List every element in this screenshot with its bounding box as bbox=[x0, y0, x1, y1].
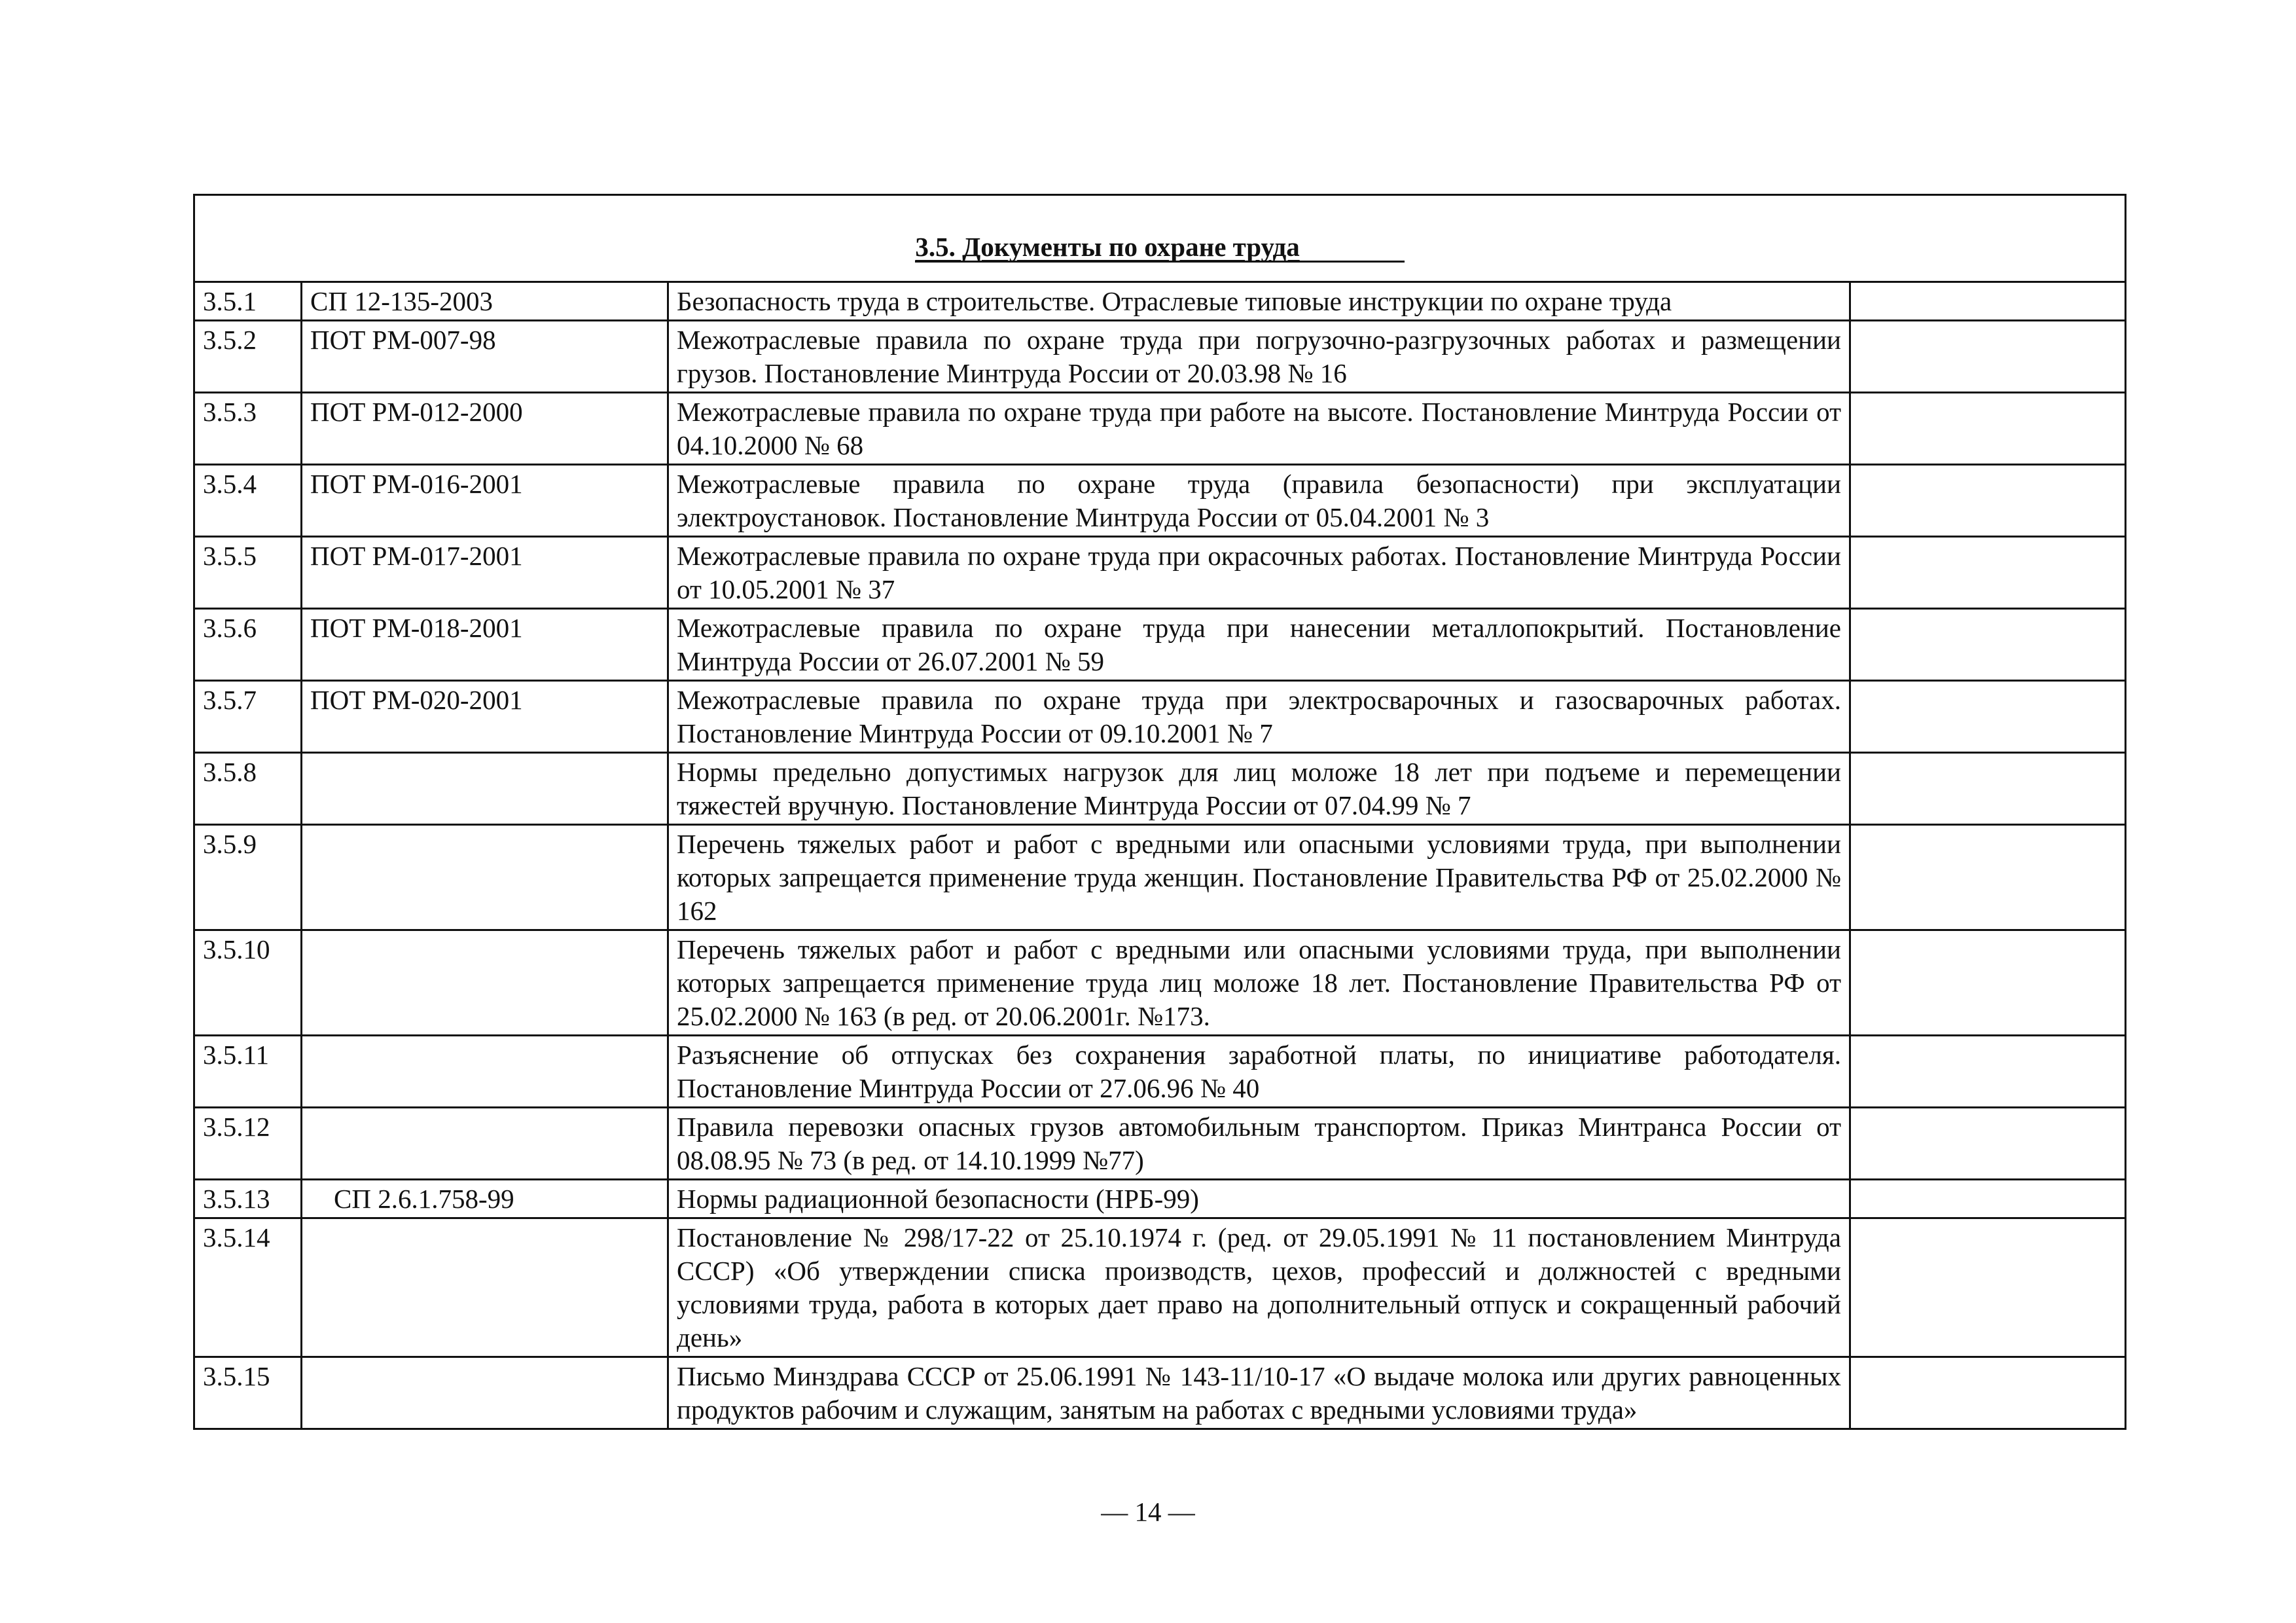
row-number: 3.5.7 bbox=[194, 681, 302, 753]
row-number: 3.5.12 bbox=[194, 1108, 302, 1180]
document-code bbox=[302, 1357, 668, 1429]
table-row bbox=[194, 681, 2126, 753]
document-code: ПОТ РМ-017-2001 bbox=[302, 537, 668, 609]
document-title: Нормы радиационной безопасности (НРБ-99) bbox=[668, 1180, 1850, 1218]
document-code: ПОТ РМ-007-98 bbox=[302, 321, 668, 393]
note-cell bbox=[1850, 465, 2126, 537]
table-row bbox=[194, 1357, 2126, 1429]
document-title: Нормы предельно допустимых нагрузок для лиц моложе 18 лет при подъеме и перемещении тяжестей вручную. Постановление Минтруда России от 07.04.99 № 7 bbox=[668, 753, 1850, 825]
document-title: Перечень тяжелых работ и работ с вредными или опасными условиями труда, при выполнении которых запрещается применение труда лиц моложе 18 лет. Постановление Правительства РФ от 25.02.2000 № 163 (в ред. от 20.06.2001г. №173. bbox=[668, 930, 1850, 1036]
document-title: Письмо Минздрава СССР от 25.06.1991 № 143-11/10-17 «О выдаче молока или других равноценных продуктов рабочим и служащим, занятым на работах с вредными условиями труда» bbox=[668, 1357, 1850, 1429]
document-title: Безопасность труда в строительстве. Отраслевые типовые инструкции по охране труда bbox=[668, 282, 1850, 321]
table-row bbox=[194, 1108, 2126, 1180]
note-cell bbox=[1850, 1357, 2126, 1429]
section-header-cell bbox=[194, 195, 2126, 282]
row-number: 3.5.5 bbox=[194, 537, 302, 609]
document-title: Межотраслевые правила по охране труда при погрузочно-разгрузочных работах и размещении грузов. Постановление Минтруда России от 20.03.98 № 16 bbox=[668, 321, 1850, 393]
table-row bbox=[194, 930, 2126, 1036]
note-cell bbox=[1850, 753, 2126, 825]
row-number: 3.5.15 bbox=[194, 1357, 302, 1429]
document-code: СП 2.6.1.758-99 bbox=[302, 1180, 668, 1218]
table-row bbox=[194, 282, 2126, 321]
document-code: ПОТ РМ-012-2000 bbox=[302, 393, 668, 465]
document-title: Межотраслевые правила по охране труда (правила безопасности) при эксплуатации электроустановок. Постановление Минтруда России от 05.04.2001 № 3 bbox=[668, 465, 1850, 537]
note-cell bbox=[1850, 282, 2126, 321]
document-code bbox=[302, 1036, 668, 1108]
table-row bbox=[194, 609, 2126, 681]
documents-table bbox=[193, 194, 2126, 1430]
row-number: 3.5.6 bbox=[194, 609, 302, 681]
table-row bbox=[194, 393, 2126, 465]
table-row bbox=[194, 537, 2126, 609]
row-number: 3.5.11 bbox=[194, 1036, 302, 1108]
document-code: ПОТ РМ-018-2001 bbox=[302, 609, 668, 681]
table-row bbox=[194, 1036, 2126, 1108]
row-number: 3.5.1 bbox=[194, 282, 302, 321]
note-cell bbox=[1850, 393, 2126, 465]
row-number: 3.5.13 bbox=[194, 1180, 302, 1218]
document-title: Межотраслевые правила по охране труда при нанесении металлопокрытий. Постановление Минтруда России от 26.07.2001 № 59 bbox=[668, 609, 1850, 681]
note-cell bbox=[1850, 681, 2126, 753]
row-number: 3.5.9 bbox=[194, 825, 302, 930]
note-cell bbox=[1850, 1036, 2126, 1108]
row-number: 3.5.2 bbox=[194, 321, 302, 393]
document-title: Разъяснение об отпусках без сохранения заработной платы, по инициативе работодателя. Постановление Минтруда России от 27.06.96 № 40 bbox=[668, 1036, 1850, 1108]
table-row bbox=[194, 321, 2126, 393]
document-code bbox=[302, 1218, 668, 1357]
document-code bbox=[302, 1108, 668, 1180]
table-row bbox=[194, 1218, 2126, 1357]
document-code: ПОТ РМ-020-2001 bbox=[302, 681, 668, 753]
row-number: 3.5.10 bbox=[194, 930, 302, 1036]
documents-table-body bbox=[194, 195, 2126, 1429]
page-number: — 14 — bbox=[1101, 1497, 1195, 1527]
note-cell bbox=[1850, 825, 2126, 930]
note-cell bbox=[1850, 321, 2126, 393]
document-code bbox=[302, 825, 668, 930]
document-title: Постановление № 298/17-22 от 25.10.1974 г. (ред. от 29.05.1991 № 11 постановлением Минтруда СССР) «Об утверждении списка производств, цехов, профессий и должностей с вредными условиями труда, работа в которых дает право на дополнительный отпуск и сокращенный рабочий день» bbox=[668, 1218, 1850, 1357]
note-cell bbox=[1850, 1180, 2126, 1218]
document-code: ПОТ РМ-016-2001 bbox=[302, 465, 668, 537]
document-title: Правила перевозки опасных грузов автомобильным транспортом. Приказ Минтранса России от 08.08.95 № 73 (в ред. от 14.10.1999 №77) bbox=[668, 1108, 1850, 1180]
section-header-row bbox=[194, 195, 2126, 282]
document-code: СП 12-135-2003 bbox=[302, 282, 668, 321]
table-row bbox=[194, 1180, 2126, 1218]
note-cell bbox=[1850, 609, 2126, 681]
document-code bbox=[302, 930, 668, 1036]
row-number: 3.5.14 bbox=[194, 1218, 302, 1357]
note-cell bbox=[1850, 537, 2126, 609]
document-title: Межотраслевые правила по охране труда при работе на высоте. Постановление Минтруда России от 04.10.2000 № 68 bbox=[668, 393, 1850, 465]
row-number: 3.5.8 bbox=[194, 753, 302, 825]
section-title: 3.5. Документы по охране труда bbox=[915, 230, 1404, 264]
note-cell bbox=[1850, 1108, 2126, 1180]
table-row bbox=[194, 465, 2126, 537]
document-title: Межотраслевые правила по охране труда при электросварочных и газосварочных работах. Постановление Минтруда России от 09.10.2001 № 7 bbox=[668, 681, 1850, 753]
document-title: Перечень тяжелых работ и работ с вредными или опасными условиями труда, при выполнении которых запрещается применение труда женщин. Постановление Правительства РФ от 25.02.2000 № 162 bbox=[668, 825, 1850, 930]
document-code bbox=[302, 753, 668, 825]
row-number: 3.5.4 bbox=[194, 465, 302, 537]
note-cell bbox=[1850, 1218, 2126, 1357]
document-title: Межотраслевые правила по охране труда при окрасочных работах. Постановление Минтруда России от 10.05.2001 № 37 bbox=[668, 537, 1850, 609]
note-cell bbox=[1850, 930, 2126, 1036]
table-row bbox=[194, 825, 2126, 930]
table-row bbox=[194, 753, 2126, 825]
row-number: 3.5.3 bbox=[194, 393, 302, 465]
